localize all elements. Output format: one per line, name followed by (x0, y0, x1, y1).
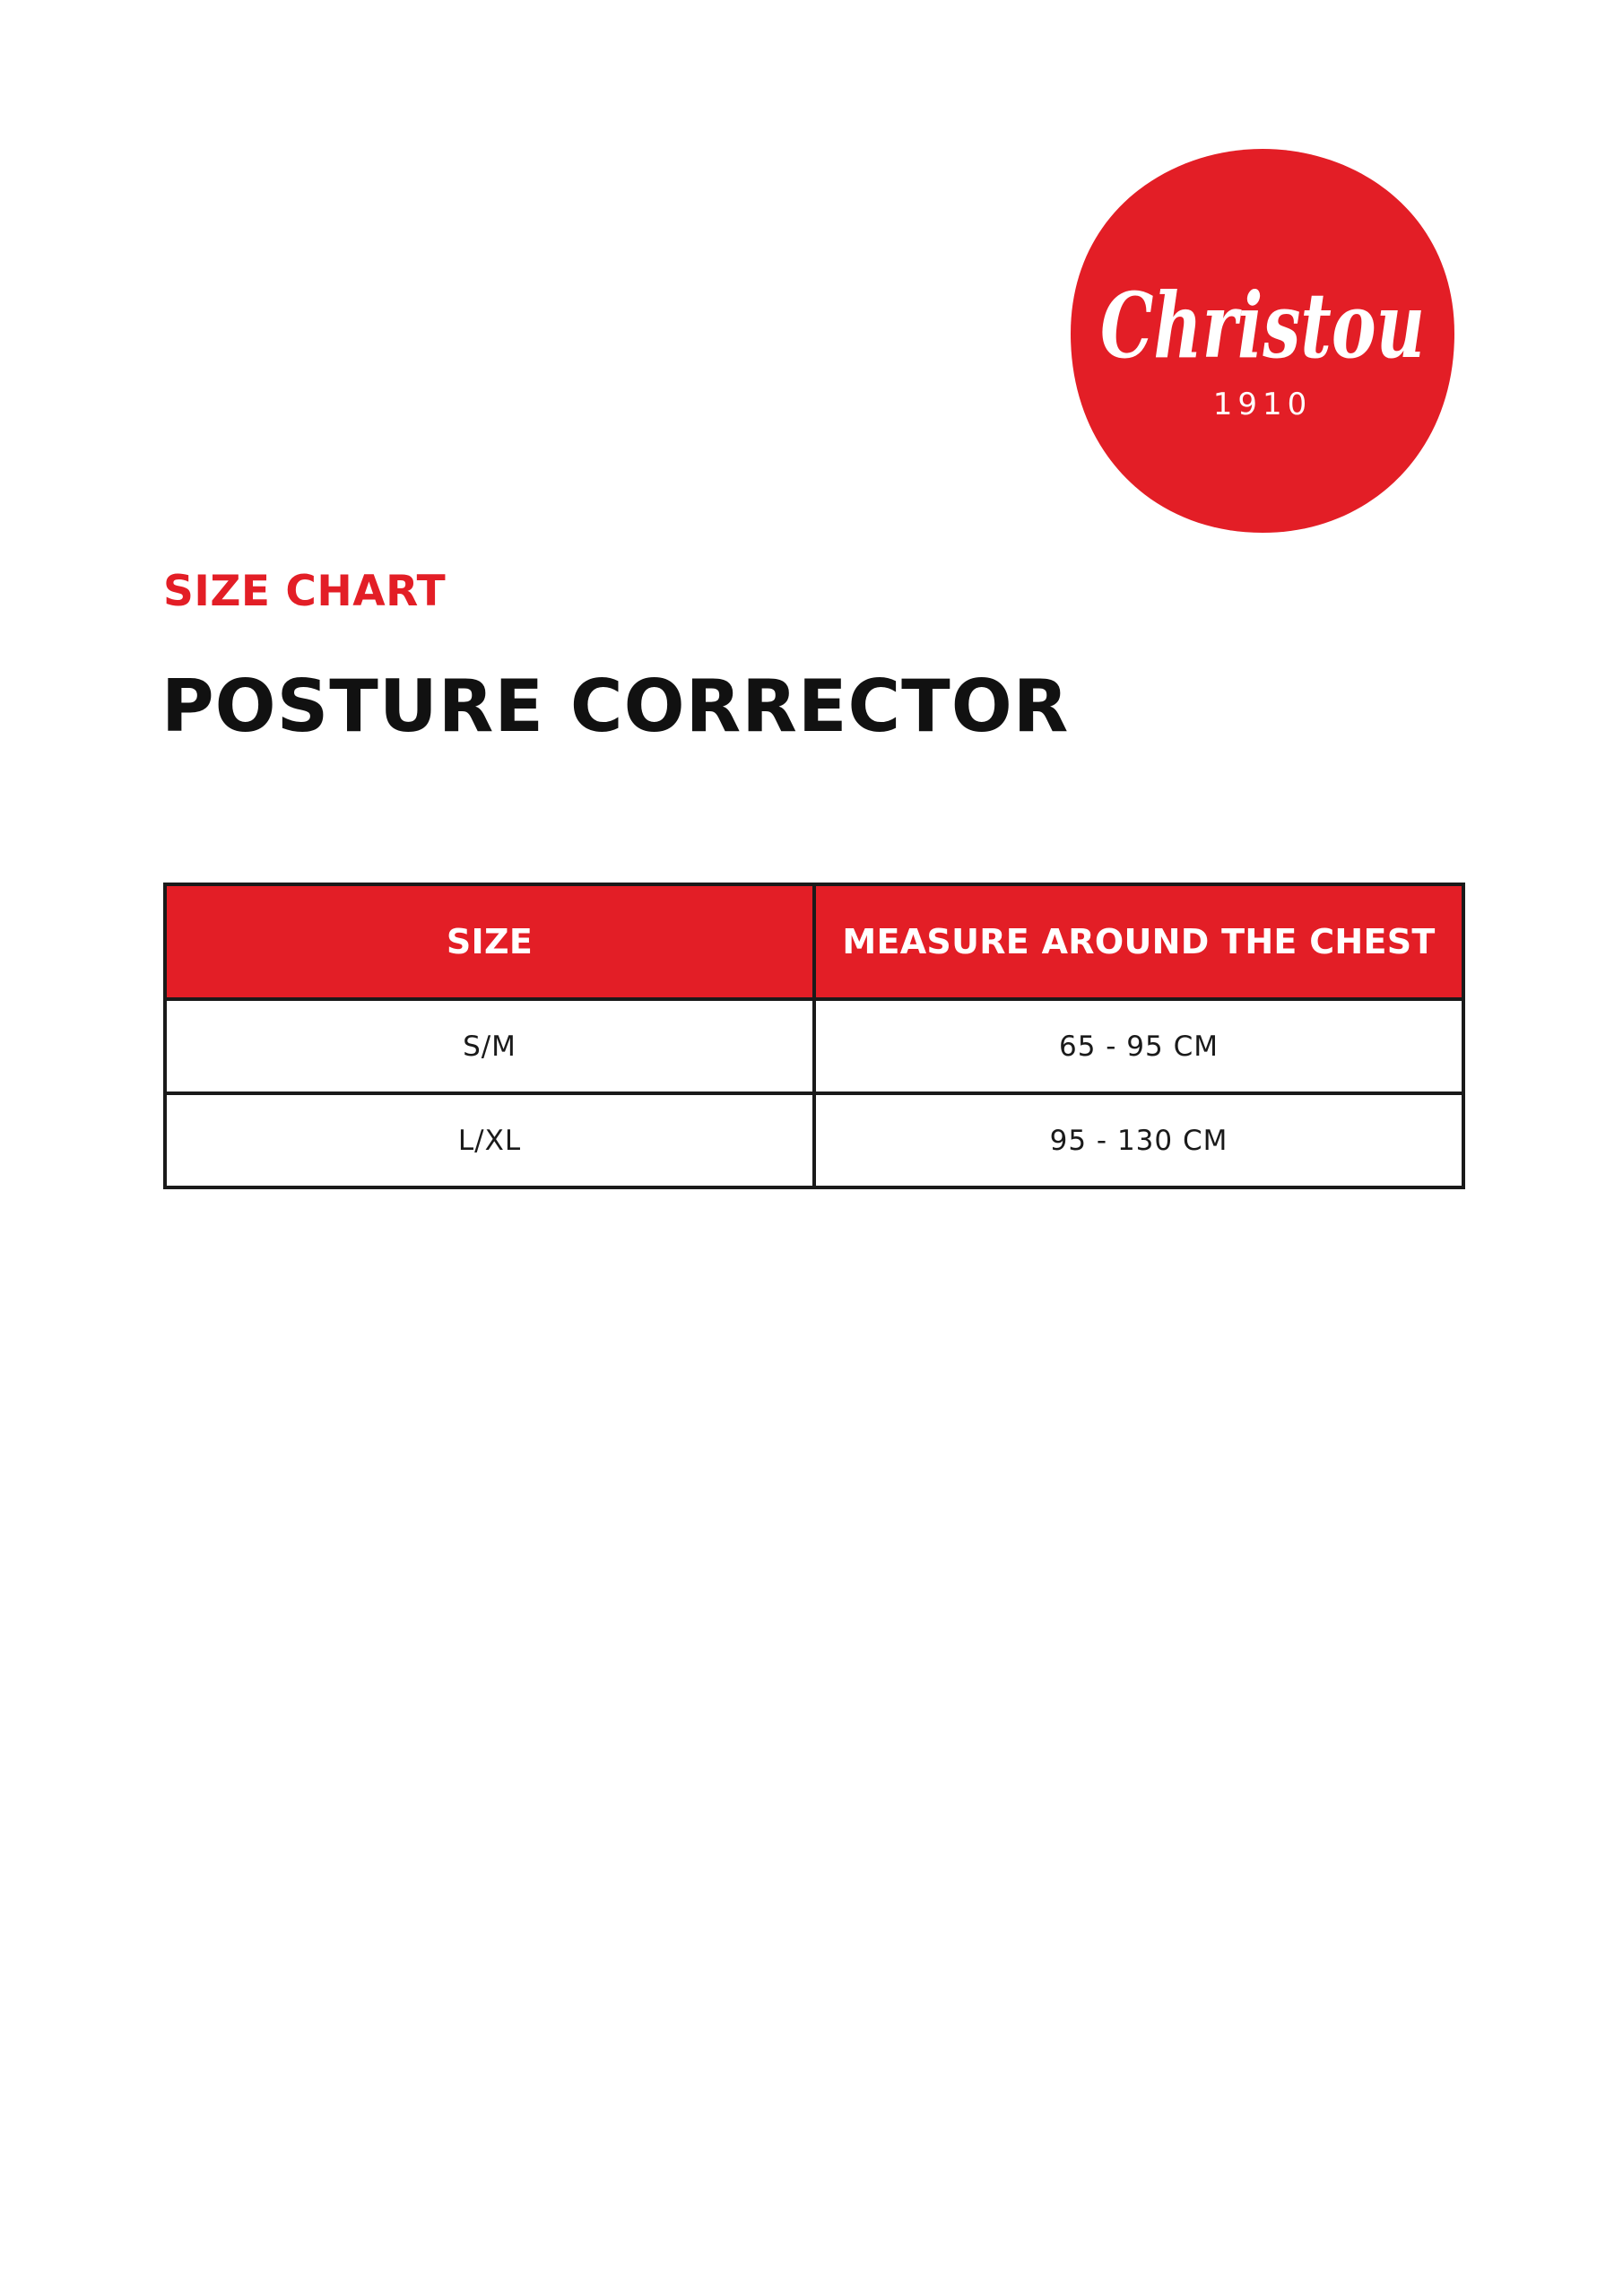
logo-year: 1910 (1212, 387, 1313, 422)
size-table (163, 883, 1465, 1189)
table-row (165, 1093, 1463, 1187)
size-cell: S/M (165, 999, 814, 1093)
brand-logo (1063, 142, 1462, 540)
table-header-row (165, 884, 1463, 999)
logo-wordmark: Christou (1100, 273, 1425, 378)
section-eyebrow: SIZE CHART (163, 567, 447, 616)
chest-measure-cell: 95 - 130 CM (814, 1093, 1463, 1187)
chest-measure-cell: 65 - 95 CM (814, 999, 1463, 1093)
column-header-chest: MEASURE AROUND THE CHEST (814, 884, 1463, 999)
size-cell: L/XL (165, 1093, 814, 1187)
column-header-size: SIZE (165, 884, 814, 999)
table-row (165, 999, 1463, 1093)
logo-badge (1063, 142, 1462, 540)
page-title: POSTURE CORRECTOR (161, 665, 1070, 748)
